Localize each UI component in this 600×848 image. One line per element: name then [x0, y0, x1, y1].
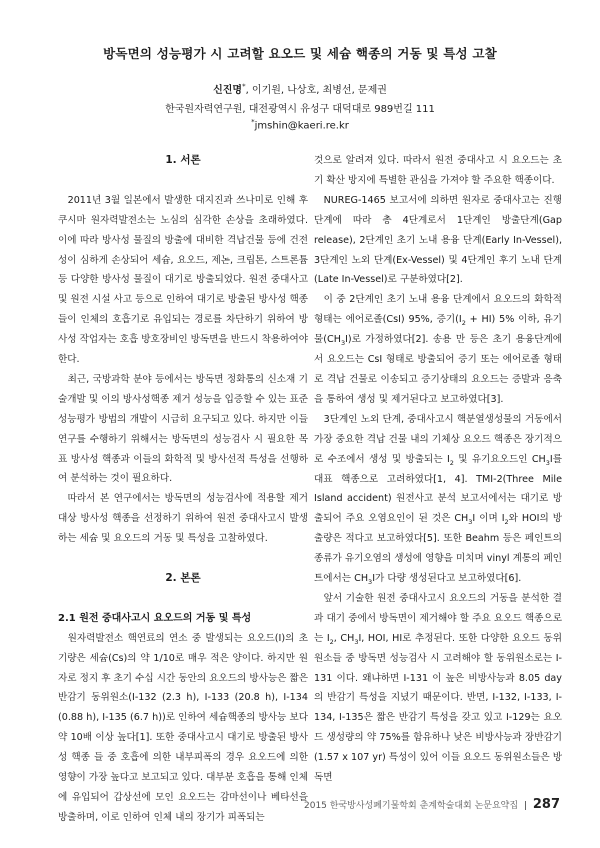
- affiliation: 한국원자력연구원, 대전광역시 유성구 대덕대로 989번길 111: [165, 104, 435, 115]
- footer-separator: |: [523, 801, 527, 811]
- paragraph: 따라서 본 연구에서는 방독면의 성능검사에 적용할 제거 대상 방사성 핵종을 선정하기 위하여 원전 중대사고시 발생하는 세슘 및 요오드의 거동 및 특성을 고찰하였다.: [58, 493, 308, 545]
- paragraph: 원자력발전소 핵연료의 연소 중 발생되는 요오드(I)의 초기량은 세슘(Cs)의 약 1/10로 매우 적은 양이다. 하지만 원자로 정지 후 초기 수십 시간 동안의 요오드의 방사능은 짧은 반감기 동위원소(I-132 (2.3 h), I-133 (20.8 h), I-134 (0.88 h), I-135 (6.7 h))로 인하여 세슘핵종의 방사능 보다 약 10배 이상 높다[1]. 또한 중대사고시 대기로 방출된 방사성 핵종 들 중 호흡에 의한 내부피폭의 경우 요오드에 의한 영향이 가장 높다고 보고되고 있다. 대부분 호흡을 통해 인체에 유입되어 갑상선에 모인 요오드는 감마선이나 베타선을 방출하며, 이로 인하여 인체 내의 장기가 피폭되는: [58, 632, 308, 823]
- paragraph: 3단계인 노외 단계, 중대사고시 핵분열생성물의 거동에서 가장 중요한 격납 건물 내의 기체상 요오드 핵종은 장기적으로 수조에서 생성 및 방출되는 $I_2$ 및 유기요오드인 $CH_3I$를 대표 핵종으로 고려하였다[1, 4]. TMI-2(Three Mile Island accident) 원전사고 분석 보고서에서는 대기로 방출되어 주요 오염요인이 된 것은 $CH_3I$ 이며 $I_2$와 HOI의 방출량은 적다고 보고하였다[5]. 또한 Beahm 등은 페인트의 종류가 유기오염의 생성에 영향을 미치며 vinyl 계통의 페인트에서는 $CH_3I$가 다량 생성된다고 보고하였다[6].: [314, 413, 563, 586]
- email-mark: *: [251, 118, 255, 126]
- page-number: 287: [532, 797, 560, 812]
- author-list: [0, 81, 600, 96]
- paragraph: 앞서 기술한 원전 중대사고시 요오드의 거동을 분석한 결과 대기 중에서 방독면이 제거해야 할 주요 요오드 핵종으로는 $I_2$, $CH_3I$, HOI, HI로 추정된다. 또한 다양한 요오드 동위원소들 중 방독면 성능검사 시 고려해야 할 동위원소로는 I-131 이다. 왜냐하면 I-131 이 높은 비방사능과 8.05 day의 반감기 특성을 지녔기 때문이다. 반면, I-132, I-133, I-134, I-135은 짧은 반감기 특성을 갖고 있고 I-129는 요오드 생성량의 약 75%를 함유하나 낮은 비방사능과 장반감기(1.57 x 107 yr) 특성이 있어 이들 요오드 동위원소들은 방독면: [314, 592, 562, 784]
- paragraph: 최근, 국방과학 분야 등에서는 방독면 정화통의 신소재 기술개발 및 이의 방사성핵종 제거 성능을 입증할 수 있는 표준 성능평가 방법의 개발이 시급히 요구되고 있다. 하지만 이들 연구를 수행하기 위해서는 방독면의 성능검사 시 필요한 목표 방사성 핵종과 이들의 화학적 및 방사선적 특성을 선행하여 분석하는 것이 필요하다.: [58, 373, 308, 485]
- paragraph: 것으로 알려져 있다. 따라서 원전 중대사고 시 요오드는 초기 확산 방지에 특별한 관심을 가져야 할 주요한 핵종이다.: [314, 155, 562, 186]
- paper-title: 방독면의 성능평가 시 고려할 요오드 및 세슘 핵종의 거동 및 특성 고찰: [103, 46, 497, 61]
- right-column: [314, 151, 562, 788]
- paragraph: 이 중 2단계인 초기 노내 용융 단계에서 요오드의 화학적 형태는 에어로졸(CsI) 95%, 증기$(I_2 + HI)$ 5% 이하, 유기물$(CH_3I)$로 가정하였다[2]. 송용 만 등은 초기 용융단계에서 요오드는 CsI 형태로 방출되어 증기 또는 에어로졸 형태로 격납 건물로 이송되고 증기상태의 요오드는 증발과 응축을 통하여 생성 및 제거된다고 보고하였다[3].: [314, 294, 563, 405]
- email: jmshin@kaeri.re.kr: [254, 120, 349, 132]
- conference-name: 2015 한국방사성폐기물학회 춘계학술대회 논문요약집: [304, 801, 519, 811]
- section-heading-intro: 1. 서론: [165, 154, 201, 166]
- section-heading-body: 2. 본론: [165, 572, 201, 584]
- page-footer: [304, 797, 560, 812]
- corresponding-mark: *: [242, 82, 246, 91]
- subsection-heading: 2.1 원전 중대사고시 요오드의 거동 및 특성: [58, 612, 252, 624]
- paragraph: NUREG-1465 보고서에 의하면 원자로 중대사고는 진행단계에 따라 총 4단계로서 1단계인 방출단계(Gap release), 2단계인 초기 노내 용융 단계(Early In-Vessel), 3단계인 노외 단계(Ex-Vessel) 및 4단계인 후기 노내 단계(Late In-Vessel)로 구분하였다[2].: [314, 194, 562, 286]
- paragraph: 2011년 3월 일본에서 발생한 대지진과 쓰나미로 인해 후쿠시마 원자력발전소는 노심의 심각한 손상을 초래하였다. 이에 따라 방사성 물질의 방출에 대비한 격납건물 등에 건전성이 심하게 손상되어 세슘, 요오드, 제논, 크립톤, 스트론튬 등 다양한 방사성 물질이 대기로 방출되었다. 원전 중대사고 및 원전 시설 사고 등으로 인하여 대기로 방출된 방사성 핵종들이 인체의 호흡기로 유입되는 경로를 차단하기 위하여 방사성 작업자는 호흡 방호장비인 방독면을 반드시 착용하여야 한다.: [58, 194, 308, 366]
- co-authors: , 이기원, 나상호, 최병선, 문제권: [245, 85, 387, 96]
- first-author: 신진명: [213, 85, 243, 96]
- left-column: [58, 151, 308, 828]
- email-line: [0, 118, 600, 131]
